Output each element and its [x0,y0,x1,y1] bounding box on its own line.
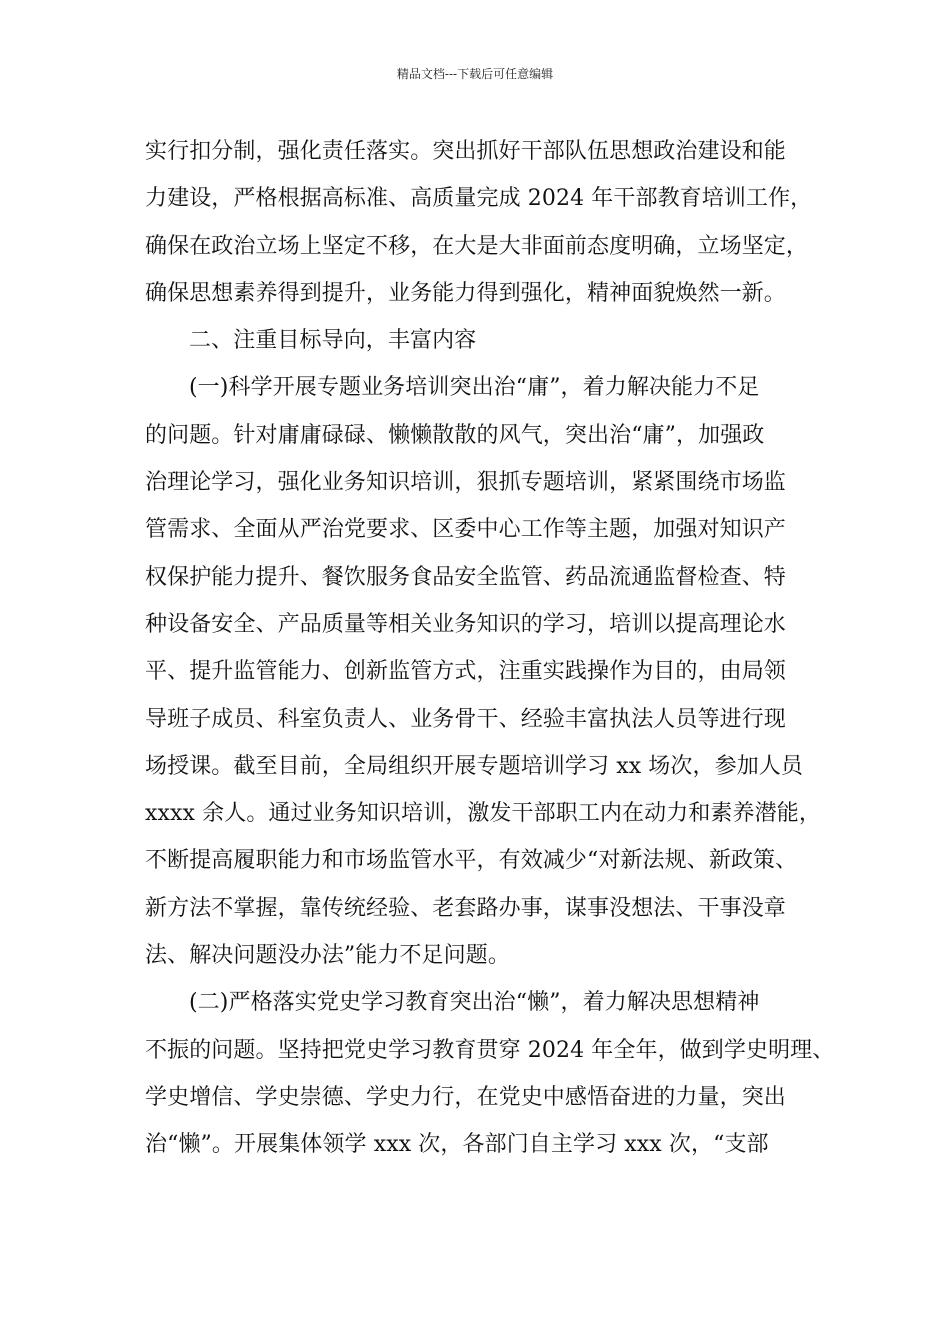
text-line: 新方法不掌握，靠传统经验、老套路办事，谋事没想法、干事没章 [145,895,786,921]
paragraph-start: (二)严格落实党史学习教育突出治“懒”，着力解决思想精神 [189,990,760,1016]
text-line: xxxx 余人。通过业务知识培训，激发干部职工内在动力和素养潜能， [145,801,821,827]
text-line: 的问题。针对庸庸碌碌、懒懒散散的风气，突出治“庸”，加强政 [145,422,765,448]
text-line: 确保在政治立场上坚定不移，在大是大非面前态度明确，立场坚定， [145,233,809,259]
text-line: 平、提升监管能力、创新监管方式，注重实践操作为目的，由局领 [145,659,786,685]
paragraph-start: (一)科学开展专题业务培训突出治“庸”，着力解决能力不足 [189,375,760,401]
text-line: 治“懒”。开展集体领学 xxx 次，各部门自主学习 xxx 次，“支部 [145,1132,769,1158]
text-line: 学史增信、学史崇德、学史力行，在党史中感悟奋进的力量，突出 [145,1084,786,1110]
text-line: 力建设，严格根据高标准、高质量完成 2024 年干部教育培训工作， [145,186,813,212]
text-line: 法、解决问题没办法”能力不足问题。 [145,943,510,969]
text-line: 场授课。截至目前，全局组织开展专题培训学习 xx 场次，参加人员 [145,753,804,779]
text-line: 治理论学习，强化业务知识培训，狠抓专题培训，紧紧围绕市场监 [145,470,786,496]
text-line: 实行扣分制，强化责任落实。突出抓好干部队伍思想政治建设和能 [145,139,786,164]
text-line: 确保思想素养得到提升，业务能力得到强化，精神面貌焕然一新。 [145,280,786,306]
text-line: 种设备安全、产品质量等相关业务知识的学习，培训以提高理论水 [145,611,786,637]
text-line: 管需求、全面从严治党要求、区委中心工作等主题，加强对知识产 [145,517,786,543]
page-header: 精品文档---下载后可任意编辑 [396,67,554,81]
text-line: 导班子成员、科室负责人、业务骨干、经验丰富执法人员等进行现 [145,706,786,732]
text-line: 不振的问题。坚持把党史学习教育贯穿 2024 年全年，做到学史明理、 [145,1037,835,1063]
document-body [145,128,835,1169]
section-heading: 二、注重目标导向，丰富内容 [189,328,477,354]
text-line: 权保护能力提升、餐饮服务食品安全监管、药品流通监督检查、特 [145,564,786,590]
text-line: 不断提高履职能力和市场监管水平，有效减少“对新法规、新政策、 [145,848,798,874]
